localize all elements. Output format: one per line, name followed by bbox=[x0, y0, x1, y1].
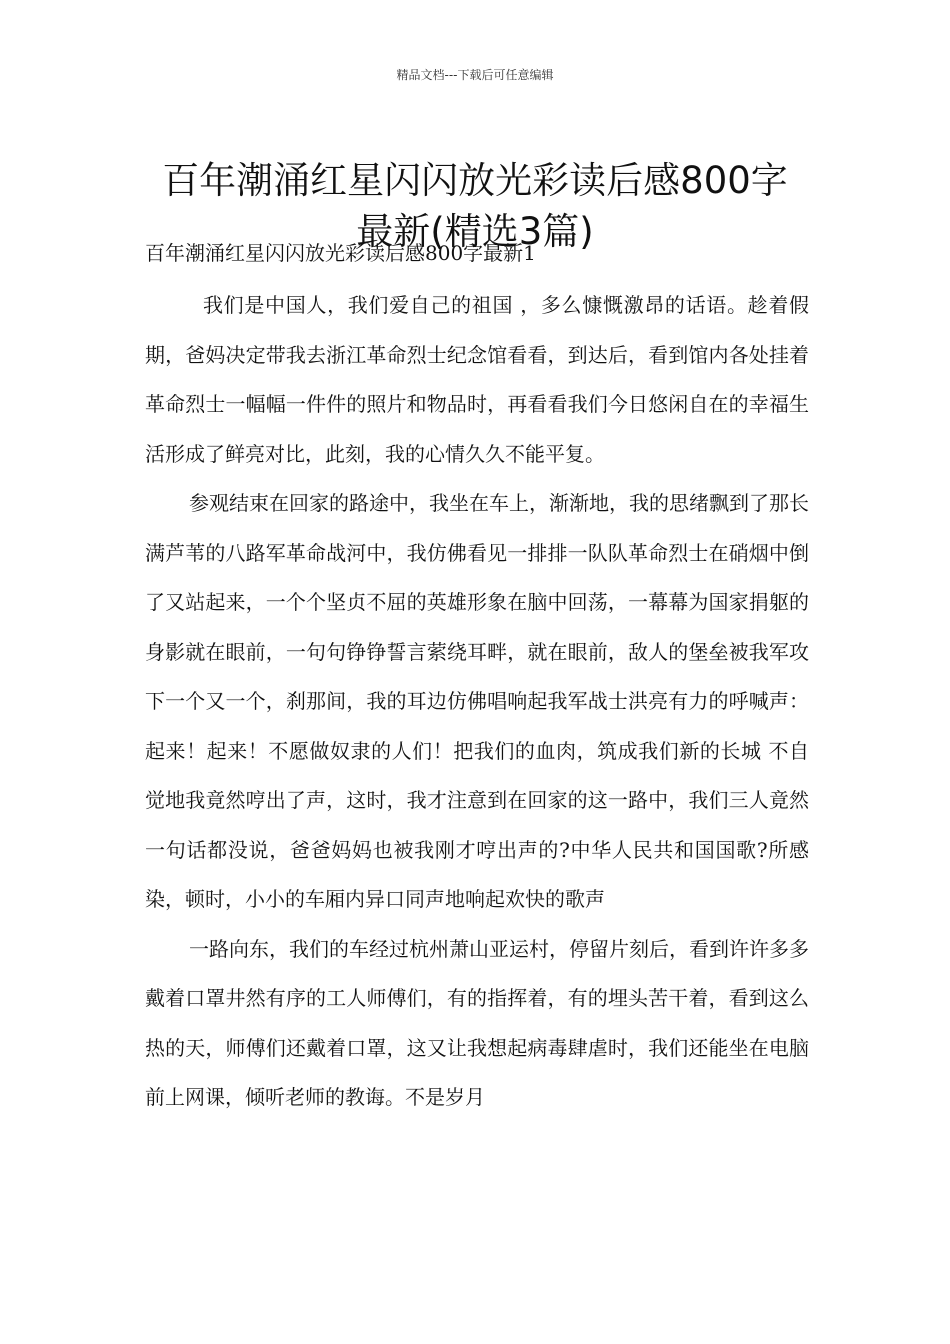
section-heading: 百年潮涌红星闪闪放光彩读后感800字最新1 bbox=[145, 241, 536, 265]
title-line-2: 最新(精选3篇) bbox=[356, 209, 594, 253]
header-note: 精品文档---下载后可任意编辑 bbox=[396, 68, 554, 82]
document-body bbox=[145, 281, 809, 1123]
paragraph: 我们是中国人，我们爱自己的祖国 ，多么慷慨激昂的话语。趁着假期，爸妈决定带我去浙江革命烈士纪念馆看看，到达后，看到馆内各处挂着革命烈士一幅幅一件件的照片和物品时，再看看我们今日悠闲自在的幸福生活形成了鲜亮对比，此刻，我的心情久久不能平复。 bbox=[145, 293, 809, 466]
title-line-1: 百年潮涌红星闪闪放光彩读后感800字 bbox=[162, 158, 788, 202]
paragraph: 一路向东，我们的车经过杭州萧山亚运村，停留片刻后，看到许许多多戴着口罩井然有序的工人师傅们，有的指挥着，有的埋头苦干着，看到这么热的天，师傅们还戴着口罩，这又让我想起病毒肆虐时，我们还能坐在电脑前上网课，倾听老师的教诲。不是岁月 bbox=[145, 936, 809, 1109]
paragraph: 参观结束在回家的路途中，我坐在车上，渐渐地，我的思绪飘到了那长满芦苇的八路军革命战河中，我仿佛看见一排排一队队革命烈士在硝烟中倒了又站起来，一个个坚贞不屈的英雄形象在脑中回荡，一幕幕为国家捐躯的身影就在眼前，一句句铮铮誓言萦绕耳畔，就在眼前，敌人的堡垒被我军攻下一个又一个，刹那间，我的耳边仿佛唱响起我军战士洪亮有力的呼喊声： 起来！起来！不愿做奴隶的人们！把我们的血肉，筑成我们新的长城 不自觉地我竟然哼出了声，这时，我才注意到在回家的这一路中，我们三人竟然一句话都没说，爸爸妈妈也被我刚才哼出声的?中华人民共和国国歌?所感染，顿时，小小的车厢内异口同声地响起欢快的歌声 bbox=[145, 491, 809, 911]
